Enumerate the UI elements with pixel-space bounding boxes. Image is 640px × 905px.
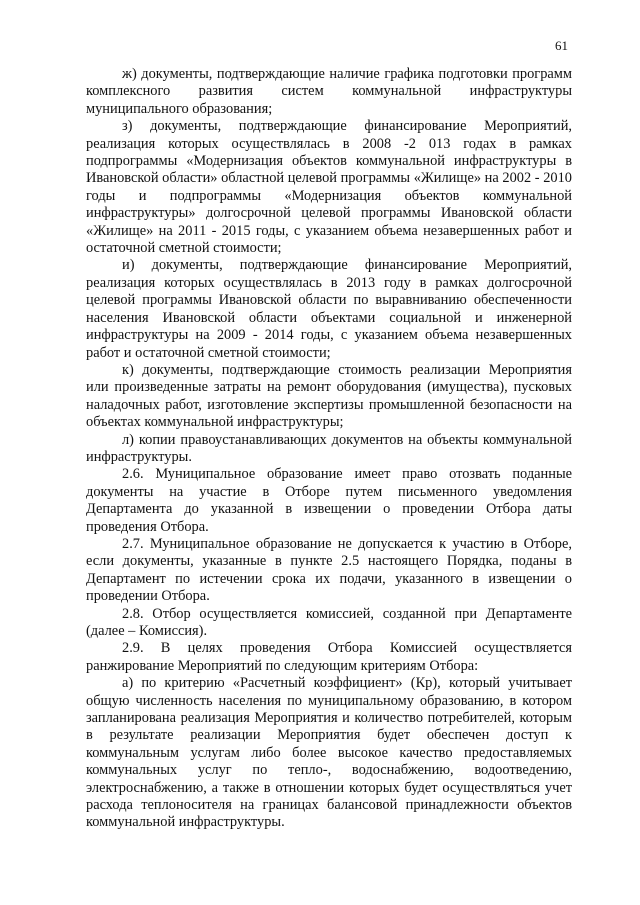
paragraph-2-8: 2.8. Отбор осуществляется комиссией, созданной при Департаменте (далее – Комиссия).	[86, 605, 572, 639]
paragraph-2-9: 2.9. В целях проведения Отбора Комиссией осуществляется ранжирование Мероприятий по следующим критериям Отбора:	[86, 640, 572, 674]
paragraph-2-6: 2.6. Муниципальное образование имеет право отозвать поданные документы на участие в Отборе путем письменного уведомления Департамента до указанной в извещении о проведении Отбора даты проведения Отбора.	[86, 466, 572, 535]
paragraph-zh: ж) документы, подтверждающие наличие графика подготовки программ комплексного развития систем коммунальной инфраструктуры муниципального образования;	[86, 66, 572, 117]
document-body	[86, 66, 572, 832]
paragraph-a: а) по критерию «Расчетный коэффициент» (Кр), который учитывает общую численность населения по муниципальному образованию, в котором запланирована реализация Мероприятия и количество потребителей, которым в результате реализации Мероприятия будет обеспечен доступ к коммунальным услугам либо более высокое качество предоставляемых коммунальных услуг по тепло-, водоснабжению, водоотведению, электроснабжению, а также в отношении которых будет осуществляться учет расхода теплоносителя на границах балансовой принадлежности объектов коммунальной инфраструктуры.	[86, 675, 572, 831]
paragraph-i: и) документы, подтверждающие финансирование Мероприятий, реализация которых осуществлялась в 2013 году в рамках долгосрочной целевой программы Ивановской области по выравниванию обеспеченности населения Ивановской области объектами социальной и инженерной инфраструктуры на 2009 - 2014 годы, с указанием объема незавершенных работ и остаточной сметной стоимости;	[86, 257, 572, 361]
paragraph-2-7: 2.7. Муниципальное образование не допускается к участию в Отборе, если документы, указанные в пункте 2.5 настоящего Порядка, поданы в Департамент по истечении срока их подачи, указанного в извещении о проведении Отбора.	[86, 535, 572, 605]
paragraph-l: л) копии правоустанавливающих документов на объекты коммунальной инфраструктуры.	[86, 431, 572, 465]
paragraph-z: з) документы, подтверждающие финансирование Мероприятий, реализация которых осуществлялась в 2008 -2 013 годах в рамках подпрограммы «Модернизация объектов коммунальной инфраструктуры в Ивановской области» областной целевой программы «Жилище» на 2002 - 2010 годы и подпрограммы «Модернизация объектов коммунальной инфраструктуры» долгосрочной целевой программы Ивановской области «Жилище» на 2011 - 2015 годы, с указанием объема незавершенных работ и остаточной сметной стоимости;	[86, 118, 572, 257]
page-number: 61	[555, 38, 568, 53]
paragraph-k: к) документы, подтверждающие стоимость реализации Мероприятия или произведенные затраты на ремонт оборудования (имущества), пусковых наладочных работ, изготовление экспертизы промышленной безопасности на объектах коммунальной инфраструктуры;	[86, 361, 572, 431]
